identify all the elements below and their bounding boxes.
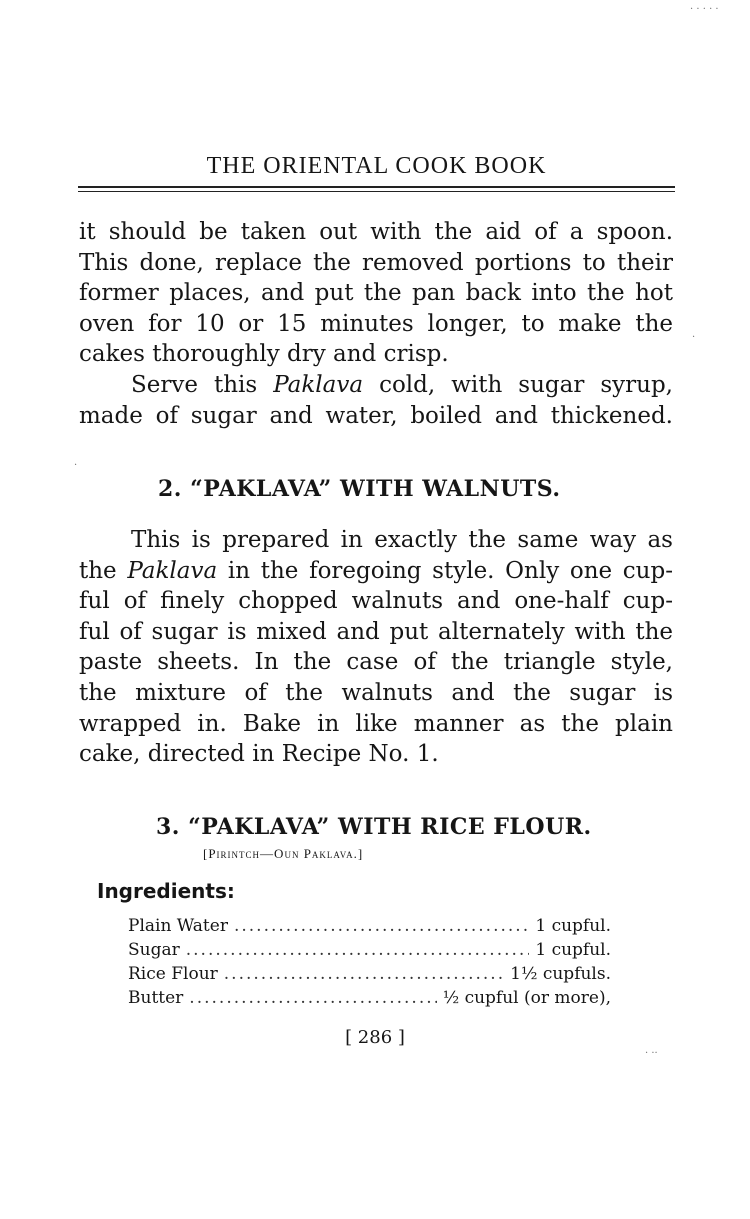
section-heading-walnuts: 2. “PAKLAVA” WITH WALNUTS.	[158, 476, 561, 502]
paklava-line: the Paklava in the foregoing style. Only one cup-	[79, 557, 673, 584]
paragraph-walnuts	[79, 525, 673, 770]
ingredients-label: Ingredients:	[97, 879, 235, 903]
scan-speck: ·	[692, 332, 696, 343]
ingredient-qty: ½ cupful (or more),	[442, 988, 611, 1008]
leader-dots	[186, 938, 530, 962]
ingredient-qty: 1 cupful.	[535, 916, 611, 936]
ingredient-row	[128, 962, 611, 986]
ingredient-row	[128, 914, 611, 938]
section-heading-rice-flour: 3. “PAKLAVA” WITH RICE FLOUR.	[156, 814, 592, 840]
paklava-italic: Paklava	[127, 557, 218, 584]
ingredient-name: Rice Flour	[128, 964, 218, 984]
text-line: it should be taken out with the aid of a spoon.	[79, 219, 673, 245]
ingredient-name: Butter	[128, 988, 184, 1008]
text-line: This done, replace the removed portions to their	[79, 249, 673, 276]
text-line: cake, directed in Recipe No. 1.	[79, 741, 439, 768]
text-line: made of sugar and water, boiled and thickened.	[79, 402, 673, 429]
running-head: THE ORIENTAL COOK BOOK	[206, 153, 547, 179]
paragraph-continuation	[79, 217, 673, 431]
text-line: ful of sugar is mixed and put alternately with the	[79, 618, 673, 645]
ingredient-qty: 1 cupful.	[535, 940, 611, 960]
header-rule-thin	[78, 191, 675, 192]
ingredient-row	[128, 986, 611, 1010]
page-number: [ 286 ]	[345, 1027, 405, 1048]
leader-dots	[224, 962, 504, 986]
text-line: cakes thoroughly dry and crisp.	[79, 341, 449, 368]
ingredient-name: Plain Water	[128, 916, 228, 936]
text-line: oven for 10 or 15 minutes longer, to make the	[79, 310, 673, 337]
leader-dots	[234, 914, 529, 938]
section-subheading: [Pirintch—Oun Paklava.]	[203, 846, 364, 861]
header-rule-thick	[78, 186, 675, 188]
text-line: paste sheets. In the case of the triangle style,	[79, 649, 673, 676]
ingredient-name: Sugar	[128, 940, 180, 960]
ingredient-qty: 1½ cupfuls.	[510, 964, 611, 984]
text-line: ful of finely chopped walnuts and one-half cup-	[79, 588, 673, 615]
ingredient-row	[128, 938, 611, 962]
scan-speck: · ··	[645, 1048, 658, 1059]
paklava-italic: Paklava	[273, 371, 364, 398]
scan-speck: ·	[74, 460, 78, 471]
leader-dots	[189, 986, 436, 1010]
text-line: This is prepared in exactly the same way as	[131, 527, 673, 553]
text-line: wrapped in. Bake in like manner as the plain	[79, 710, 673, 737]
ingredients-list	[128, 914, 611, 1010]
text-line: the mixture of the walnuts and the sugar is	[79, 679, 673, 706]
serve-line: Serve this Paklava cold, with sugar syrup,	[131, 371, 673, 398]
scan-speck: · · · · ·	[690, 4, 719, 15]
text-line: former places, and put the pan back into the hot	[79, 280, 673, 307]
